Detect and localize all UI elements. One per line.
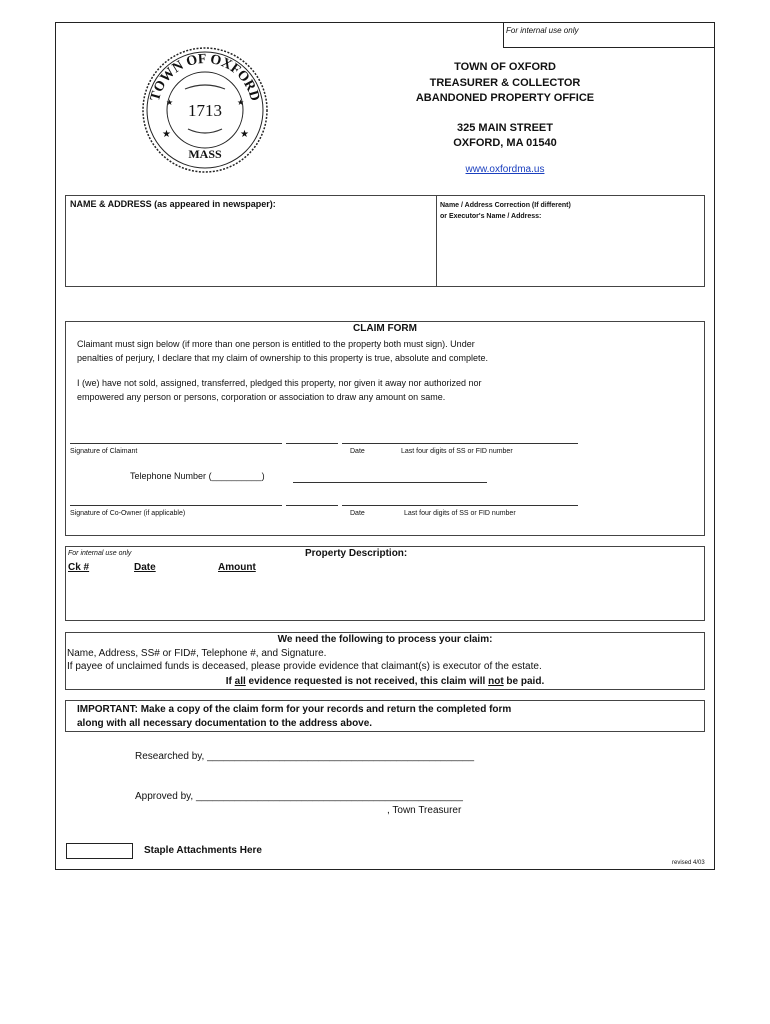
internal-use-label: For internal use only (506, 26, 579, 35)
name-address-label: NAME & ADDRESS (as appeared in newspaper): (70, 199, 276, 209)
property-description-title: Property Description: (305, 548, 408, 559)
office-name: ABANDONED PROPERTY OFFICE (415, 92, 595, 104)
seal-bottom-text: MASS (188, 147, 222, 161)
correction-label-line1: Name / Address Correction (If different) (440, 202, 571, 209)
svg-text:★: ★ (166, 98, 174, 107)
claimant-signature-line[interactable] (70, 443, 282, 444)
claimant-date-line[interactable] (286, 443, 338, 444)
requirements-title: We need the following to process your claim: (277, 634, 493, 645)
svg-text:★: ★ (162, 129, 171, 140)
street-address: 325 MAIN STREET (457, 121, 553, 134)
coowner-signature-line[interactable] (70, 505, 282, 506)
internal-use-box (503, 22, 715, 48)
telephone-label: Telephone Number (130, 471, 207, 481)
claim-para2-line1: I (we) have not sold, assigned, transferred, pledged this property, nor given it away nor authorized nor (77, 378, 482, 388)
website-link[interactable]: www.oxfordma.us (465, 163, 545, 175)
approved-by-field[interactable]: Approved by, ________________________________________________ (135, 791, 463, 802)
correction-label (440, 200, 571, 222)
coowner-ssn-line[interactable] (342, 505, 578, 506)
claimant-date-label: Date (350, 448, 365, 455)
office-header (400, 60, 610, 177)
requirements-warning (65, 676, 705, 687)
warning-part-c: be paid. (503, 676, 545, 687)
property-internal-label: For internal use only (68, 550, 132, 557)
warning-part-b: evidence requested is not received, this claim will (245, 676, 489, 687)
claimant-ssn-label: Last four digits of SS or FID number (401, 448, 513, 455)
seal-year: 1713 (188, 101, 222, 120)
claimant-ssn-line[interactable] (342, 443, 578, 444)
coowner-ssn-label: Last four digits of SS or FID number (404, 510, 516, 517)
coowner-date-label: Date (350, 510, 365, 517)
svg-text:TOWN OF OXFORD (148, 52, 262, 103)
telephone-row (130, 471, 265, 481)
department-name: TREASURER & COLLECTOR (429, 76, 581, 89)
warning-part-a: If (225, 676, 235, 687)
town-name: TOWN OF OXFORD (454, 61, 556, 73)
claim-para2-line2: empowered any person or persons, corporation or association to draw any amount on same. (77, 392, 446, 402)
town-treasurer-label: , Town Treasurer (387, 805, 462, 816)
svg-text:★: ★ (240, 129, 249, 140)
name-divider (436, 195, 437, 287)
warning-not: not (488, 676, 504, 687)
claim-para1-line2: penalties of perjury, I declare that my claim of ownership to this property is true, absolute and complete. (77, 353, 489, 363)
svg-text:★: ★ (237, 98, 245, 107)
claim-para-2 (77, 376, 482, 404)
date-header: Date (134, 562, 156, 573)
requirements-line2: If payee of unclaimed funds is deceased, please provide evidence that claimant(s) is executor of the estate. (67, 661, 542, 672)
warning-all: all (234, 676, 246, 687)
requirements-line1: Name, Address, SS# or FID#, Telephone #, and Signature. (67, 648, 327, 659)
important-line2: along with all necessary documentation to the address above. (77, 718, 373, 729)
researched-by-field[interactable]: Researched by, ________________________________________________ (135, 751, 475, 762)
coowner-date-line[interactable] (286, 505, 338, 506)
check-number-header: Ck # (68, 562, 90, 573)
claim-para1-line1: Claimant must sign below (if more than one person is entitled to the property both must sign). Under (77, 339, 475, 349)
claim-form-title: CLAIM FORM (353, 323, 417, 334)
amount-header: Amount (218, 562, 256, 573)
correction-label-line2: or Executor's Name / Address: (440, 213, 542, 220)
city-address: OXFORD, MA 01540 (453, 137, 557, 149)
coowner-signature-label: Signature of Co-Owner (if applicable) (70, 510, 186, 517)
important-line1: IMPORTANT: Make a copy of the claim form for your records and return the completed form (77, 704, 512, 715)
claimant-signature-label: Signature of Claimant (70, 448, 138, 455)
telephone-line[interactable] (293, 482, 487, 483)
town-seal-icon (140, 45, 270, 175)
staple-label: Staple Attachments Here (144, 845, 262, 856)
claim-para-1 (77, 337, 488, 365)
seal-top-text: TOWN OF OXFORD (147, 51, 263, 103)
telephone-area-code[interactable]: (__________) (208, 471, 265, 481)
revised-date: revised 4/03 (672, 860, 705, 866)
important-text (77, 703, 511, 731)
staple-box (66, 843, 133, 859)
